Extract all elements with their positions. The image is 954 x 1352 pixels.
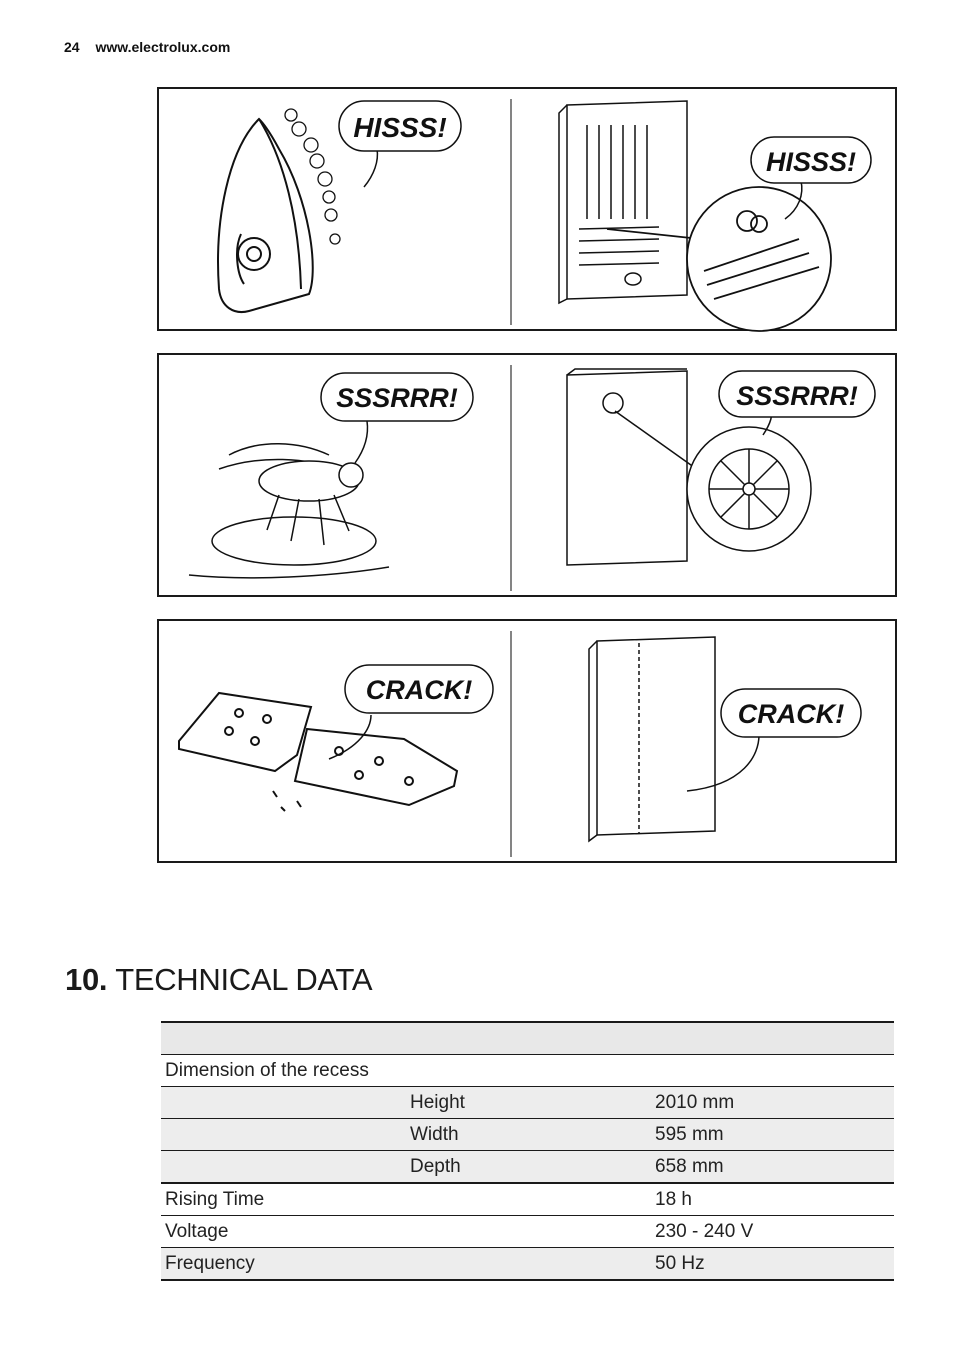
table-cell bbox=[161, 1119, 406, 1151]
page-header bbox=[64, 39, 230, 55]
table-cell: 50 Hz bbox=[651, 1248, 894, 1281]
right-bubble-text: CRACK! bbox=[737, 699, 845, 729]
crack-illustration bbox=[159, 621, 899, 865]
table-cell: Dimension of the recess bbox=[161, 1055, 406, 1087]
table-cell: 2010 mm bbox=[651, 1087, 894, 1119]
table-cell: Rising Time bbox=[161, 1183, 406, 1216]
table-cell bbox=[406, 1022, 651, 1055]
buzz-illustration bbox=[159, 355, 899, 599]
table-row bbox=[161, 1055, 894, 1087]
right-bubble-text: HISSS! bbox=[765, 147, 857, 177]
left-speech-bubble bbox=[339, 101, 461, 187]
section-title-text: TECHNICAL DATA bbox=[115, 962, 373, 997]
noise-panel-buzz bbox=[157, 353, 897, 597]
table-cell: Frequency bbox=[161, 1248, 406, 1281]
fly-icon bbox=[189, 444, 389, 578]
iron-icon bbox=[218, 119, 313, 312]
noise-panel-hiss bbox=[157, 87, 897, 331]
section-number: 10. bbox=[65, 962, 108, 997]
table-cell bbox=[651, 1022, 894, 1055]
table-row bbox=[161, 1022, 894, 1055]
table-cell: Depth bbox=[406, 1151, 651, 1184]
table-cell: 18 h bbox=[651, 1183, 894, 1216]
left-speech-bubble bbox=[321, 373, 473, 463]
left-bubble-text: SSSRRR! bbox=[336, 383, 458, 413]
table-cell bbox=[406, 1055, 651, 1087]
table-cell bbox=[161, 1022, 406, 1055]
table-cell bbox=[651, 1055, 894, 1087]
table-cell bbox=[406, 1248, 651, 1281]
right-speech-bubble bbox=[719, 371, 875, 435]
table-row bbox=[161, 1151, 894, 1184]
table-cell: Height bbox=[406, 1087, 651, 1119]
left-bubble-text: HISSS! bbox=[353, 112, 447, 143]
table-cell bbox=[406, 1183, 651, 1216]
table-cell: 658 mm bbox=[651, 1151, 894, 1184]
table-cell: 230 - 240 V bbox=[651, 1216, 894, 1248]
table-row bbox=[161, 1248, 894, 1281]
fridge-cabinet-icon bbox=[589, 637, 715, 841]
table-cell bbox=[161, 1087, 406, 1119]
technical-data-table bbox=[161, 1021, 894, 1281]
table-cell bbox=[161, 1151, 406, 1184]
right-bubble-text: SSSRRR! bbox=[736, 381, 858, 411]
section-title bbox=[65, 962, 372, 998]
table-cell bbox=[406, 1216, 651, 1248]
hiss-illustration bbox=[159, 89, 899, 333]
left-bubble-text: CRACK! bbox=[365, 675, 473, 705]
table-cell: Voltage bbox=[161, 1216, 406, 1248]
table-row bbox=[161, 1183, 894, 1216]
website-link[interactable]: www.electrolux.com bbox=[95, 39, 231, 55]
table-cell: 595 mm bbox=[651, 1119, 894, 1151]
page-number: 24 bbox=[64, 39, 80, 55]
table-cell: Width bbox=[406, 1119, 651, 1151]
table-row bbox=[161, 1216, 894, 1248]
fridge-coil-icon bbox=[559, 101, 687, 303]
table-row bbox=[161, 1087, 894, 1119]
table-row bbox=[161, 1119, 894, 1151]
noise-panel-crack bbox=[157, 619, 897, 863]
